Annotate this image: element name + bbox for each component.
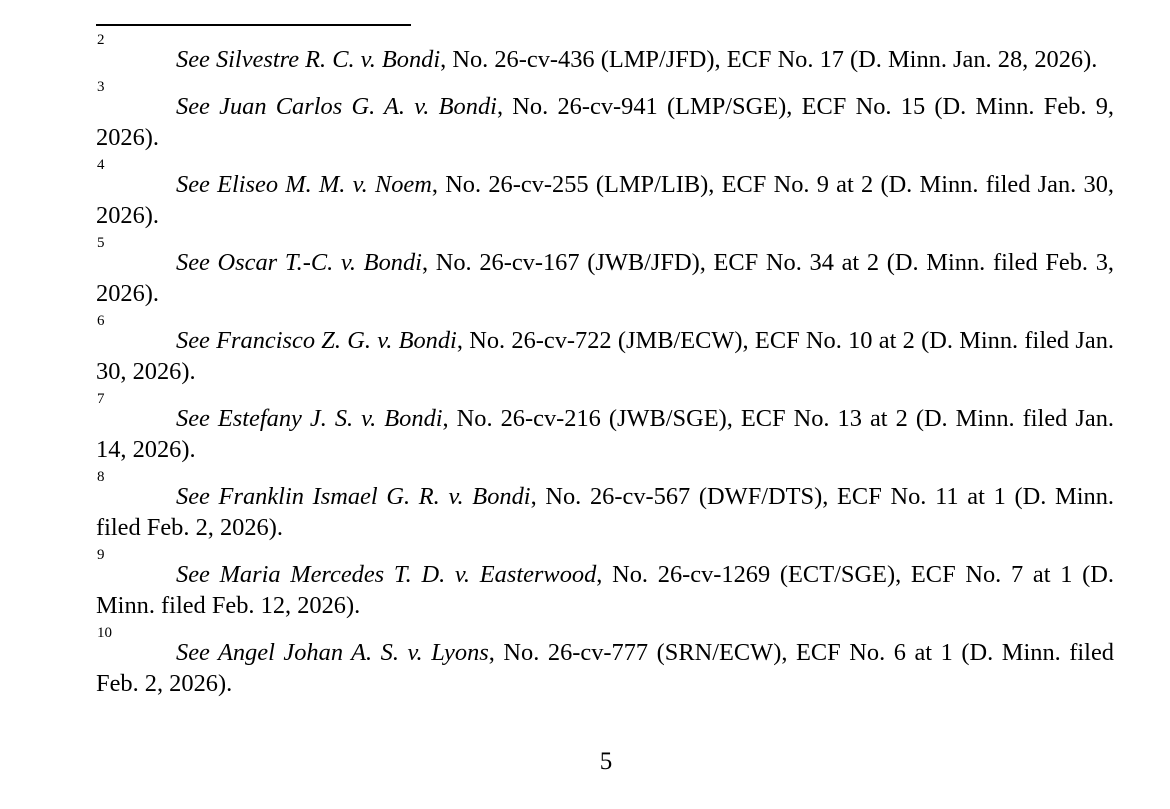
footnote-8: [96, 469, 1114, 543]
footnote-6: [96, 313, 1114, 387]
case-name: See Estefany J. S. v. Bondi: [176, 405, 443, 432]
footnote-4: [96, 157, 1114, 231]
footnote-7: [96, 391, 1114, 465]
footnote-9: [96, 547, 1114, 621]
case-name: See Angel Johan A. S. v. Lyons: [176, 639, 489, 666]
case-citation: , No. 26-cv-777 (SRN/ECW), ECF No. 6 at 1 (D. Minn. filed Feb. 2, 2026).: [96, 639, 1114, 697]
case-name: See Silvestre R. C. v. Bondi: [176, 46, 441, 73]
case-citation: , No. 26-cv-567 (DWF/DTS), ECF No. 11 at 1 (D. Minn. filed Feb. 2, 2026).: [96, 483, 1114, 541]
footnote-2: [96, 32, 1114, 75]
case-citation: , No. 26-cv-1269 (ECT/SGE), ECF No. 7 at 1 (D. Minn. filed Feb. 12, 2026).: [96, 561, 1114, 619]
footnote-number: 9: [97, 547, 105, 563]
footnote-5: [96, 235, 1114, 309]
case-citation: , No. 26-cv-255 (LMP/LIB), ECF No. 9 at 2 (D. Minn. filed Jan. 30, 2026).: [96, 171, 1114, 229]
case-citation: , No. 26-cv-436 (LMP/JFD), ECF No. 17 (D. Minn. Jan. 28, 2026).: [440, 46, 1098, 73]
case-citation: , No. 26-cv-722 (JMB/ECW), ECF No. 10 at 2 (D. Minn. filed Jan. 30, 2026).: [96, 327, 1114, 385]
footnote-number: 10: [97, 625, 112, 641]
footnote-number: 4: [97, 157, 105, 173]
footnotes-list: [96, 32, 1114, 715]
footnote-10: [96, 625, 1114, 699]
case-name: See Franklin Ismael G. R. v. Bondi: [176, 483, 531, 510]
case-name: See Francisco Z. G. v. Bondi: [176, 327, 457, 354]
footnote-number: 5: [97, 235, 105, 251]
case-name: See Maria Mercedes T. D. v. Easterwood: [176, 561, 597, 588]
page-number: 5: [599, 748, 613, 775]
case-citation: , No. 26-cv-167 (JWB/JFD), ECF No. 34 at 2 (D. Minn. filed Feb. 3, 2026).: [96, 249, 1114, 307]
footnote-number: 6: [97, 313, 105, 329]
footnote-number: 3: [97, 79, 105, 95]
case-name: See Eliseo M. M. v. Noem: [176, 171, 432, 198]
case-name: See Oscar T.-C. v. Bondi: [176, 249, 422, 276]
footnote-3: [96, 79, 1114, 153]
footnote-number: 8: [97, 469, 105, 485]
footnote-number: 7: [97, 391, 105, 407]
case-citation: , No. 26-cv-216 (JWB/SGE), ECF No. 13 at 2 (D. Minn. filed Jan. 14, 2026).: [96, 405, 1114, 463]
case-name: See Juan Carlos G. A. v. Bondi: [176, 93, 497, 120]
case-citation: , No. 26-cv-941 (LMP/SGE), ECF No. 15 (D. Minn. Feb. 9, 2026).: [96, 93, 1114, 151]
footnote-number: 2: [97, 32, 105, 48]
footnote-separator-rule: [96, 24, 411, 26]
